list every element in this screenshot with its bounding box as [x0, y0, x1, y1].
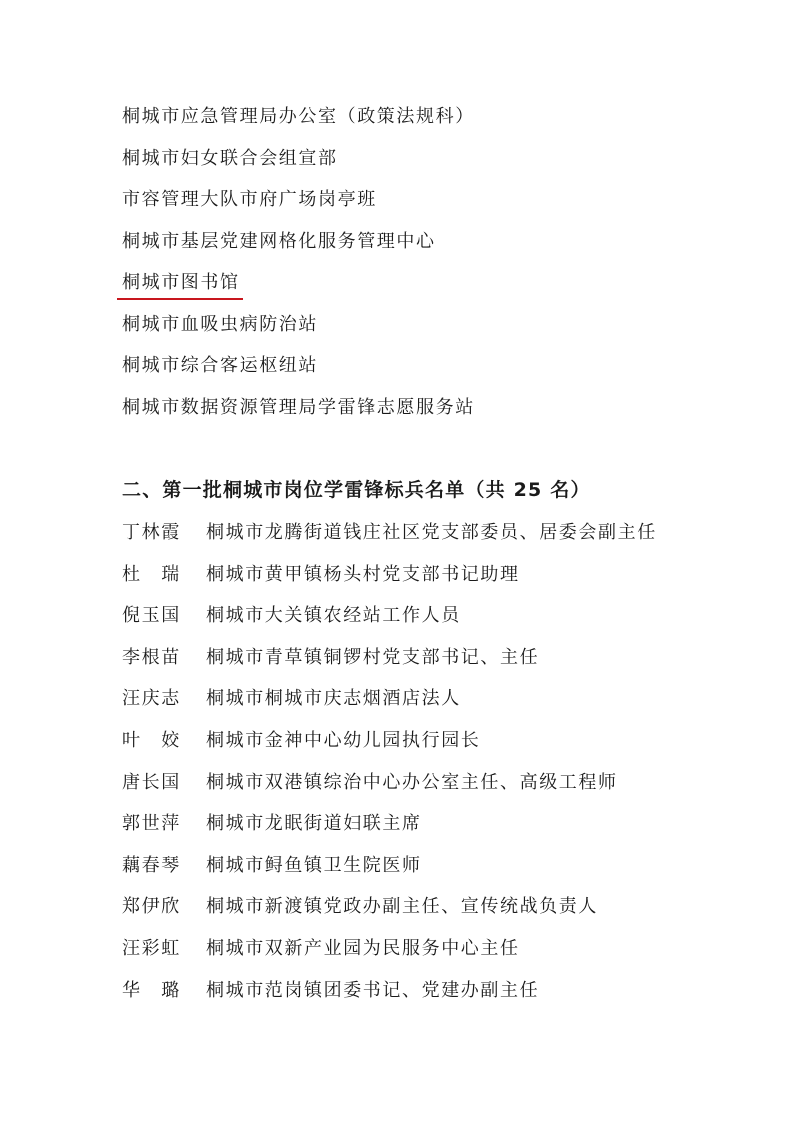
- table-row: [122, 683, 657, 725]
- table-row: [122, 517, 657, 559]
- person-name: 李根苗: [122, 646, 181, 668]
- list-item: [122, 309, 475, 351]
- organization-name: 桐城市应急管理局办公室（政策法规科）: [122, 106, 475, 127]
- person-title: 桐城市龙眠街道妇联主席: [206, 813, 422, 835]
- person-title: 桐城市桐城市庆志烟酒店法人: [206, 688, 461, 710]
- table-row: [122, 975, 657, 1017]
- person-name: 丁林霞: [122, 522, 181, 543]
- person-title: 桐城市青草镇铜锣村党支部书记、主任: [206, 646, 540, 668]
- person-title: 桐城市鲟鱼镇卫生院医师: [206, 854, 422, 876]
- section-heading: 二、第一批桐城市岗位学雷锋标兵名单（共 25 名）: [122, 479, 591, 501]
- person-name: 汪庆志: [122, 688, 181, 710]
- organization-name: 桐城市血吸虫病防治站: [122, 313, 318, 335]
- person-title: 桐城市龙腾街道钱庄社区党支部委员、居委会副主任: [206, 522, 657, 543]
- person-name: 杜 瑞: [122, 563, 181, 585]
- person-title: 桐城市双港镇综治中心办公室主任、高级工程师: [206, 771, 618, 793]
- table-row: [122, 642, 657, 684]
- organization-name: 桐城市数据资源管理局学雷锋志愿服务站: [122, 396, 475, 418]
- table-row: [122, 767, 657, 809]
- table-row: [122, 559, 657, 601]
- person-name: 郭世萍: [122, 813, 181, 835]
- person-title: 桐城市新渡镇党政办副主任、宣传统战负责人: [206, 896, 598, 918]
- table-row: [122, 600, 657, 642]
- organization-name: 桐城市综合客运枢纽站: [122, 355, 318, 376]
- person-name: 郑伊欣: [122, 896, 181, 918]
- person-name: 唐长国: [122, 771, 181, 793]
- person-name: 倪玉国: [122, 605, 181, 627]
- person-list: [122, 517, 657, 1016]
- person-title: 桐城市双新产业园为民服务中心主任: [206, 937, 520, 959]
- table-row: [122, 933, 657, 975]
- organization-name: 桐城市基层党建网格化服务管理中心: [122, 230, 436, 252]
- person-name: 叶 姣: [122, 729, 181, 751]
- person-name: 藕春琴: [122, 854, 181, 876]
- person-title: 桐城市范岗镇团委书记、党建办副主任: [206, 979, 540, 1001]
- person-title: 桐城市金神中心幼儿园执行园长: [206, 729, 481, 751]
- list-item: [122, 143, 475, 185]
- list-item: [122, 226, 475, 268]
- list-item-highlighted: [122, 267, 475, 309]
- person-title: 桐城市黄甲镇杨头村党支部书记助理: [206, 563, 520, 585]
- organization-name-underlined: 桐城市图书馆: [117, 269, 243, 300]
- person-name: 华 璐: [122, 979, 181, 1001]
- table-row: [122, 725, 657, 767]
- person-title: 桐城市大关镇农经站工作人员: [206, 605, 461, 627]
- organization-name: 市容管理大队市府广场岗亭班: [122, 189, 377, 210]
- table-row: [122, 850, 657, 892]
- list-item: [122, 392, 475, 434]
- person-name: 汪彩虹: [122, 937, 181, 959]
- list-item: [122, 184, 475, 226]
- table-row: [122, 891, 657, 933]
- list-item: [122, 350, 475, 392]
- table-row: [122, 808, 657, 850]
- organization-list: [122, 101, 475, 433]
- list-item: [122, 101, 475, 143]
- organization-name: 桐城市妇女联合会组宣部: [122, 147, 338, 169]
